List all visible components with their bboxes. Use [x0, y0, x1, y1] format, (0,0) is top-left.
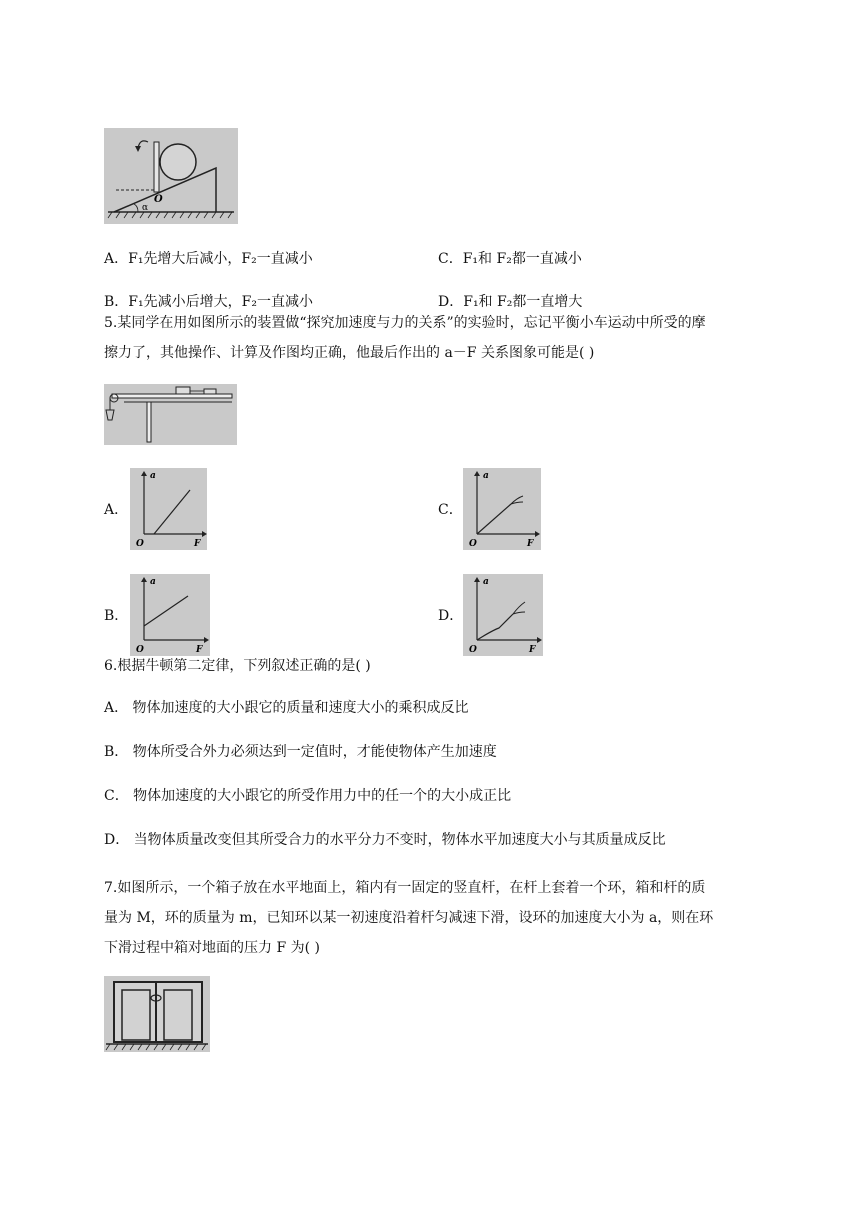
graph-c-origin: O — [469, 539, 477, 549]
q7-stem-line3: 下滑过程中箱对地面的压力 F 为( ) — [104, 940, 320, 956]
point-o-label: O — [154, 194, 163, 205]
graph-b — [130, 574, 210, 656]
q6-option-a: A． 物体加速度的大小跟它的质量和速度大小的乘积成反比 — [104, 700, 469, 716]
q7-stem-line2: 量为 M，环的质量为 m，已知环以某一初速度沿着杆匀减速下滑，设环的加速度大小为 a，则在环 — [104, 910, 714, 926]
q5-option-b-letter: B． — [104, 608, 129, 624]
graph-a-ylabel: a — [150, 471, 156, 481]
q7-box-figure — [104, 976, 210, 1052]
graph-a-xlabel: F — [194, 539, 201, 549]
q6-stem: 6.根据牛顿第二定律，下列叙述正确的是( ) — [104, 658, 371, 674]
q6-option-c: C． 物体加速度的大小跟它的所受作用力中的任一个的大小成正比 — [104, 788, 512, 804]
q5-option-d-letter: D． — [438, 608, 464, 624]
graph-d-xlabel: F — [529, 645, 536, 655]
q5-apparatus-figure — [104, 384, 237, 445]
q6-option-d: D． 当物体质量改变但其所受合力的水平分力不变时，物体水平加速度大小与其质量成反比 — [104, 832, 666, 848]
q7-stem-line1: 7.如图所示，一个箱子放在水平地面上，箱内有一固定的竖直杆，在杆上套着一个环，箱和杆的质 — [104, 880, 706, 896]
graph-d — [463, 574, 543, 656]
q4-option-a: A．F₁先增大后减小，F₂一直减小 — [104, 251, 313, 267]
graph-b-ylabel: a — [150, 577, 156, 587]
graph-c-ylabel: a — [483, 471, 489, 481]
q4-option-d: D．F₁和 F₂都一直增大 — [438, 294, 583, 310]
q4-option-b: B．F₁先减小后增大，F₂一直减小 — [104, 294, 313, 310]
alpha-label: α — [142, 203, 149, 213]
graph-d-ylabel: a — [483, 577, 489, 587]
q5-option-a-letter: A． — [104, 502, 129, 518]
graph-b-xlabel: F — [196, 645, 203, 655]
graph-c-xlabel: F — [527, 539, 534, 549]
graph-a-origin: O — [136, 539, 144, 549]
q6-option-b: B． 物体所受合外力必须达到一定值时，才能使物体产生加速度 — [104, 744, 497, 760]
q4-incline-figure — [104, 128, 238, 224]
q5-stem-line2: 擦力了，其他操作、计算及作图均正确，他最后作出的 a－F 关系图象可能是( ) — [104, 345, 595, 361]
graph-d-origin: O — [469, 645, 477, 655]
q5-stem-line1: 5.某同学在用如图所示的装置做“探究加速度与力的关系”的实验时，忘记平衡小车运动中所受的摩 — [104, 315, 706, 331]
graph-c — [463, 468, 541, 550]
q4-option-c: C．F₁和 F₂都一直减小 — [438, 251, 582, 267]
q5-option-c-letter: C． — [438, 502, 463, 518]
graph-a — [130, 468, 207, 550]
graph-b-origin: O — [136, 645, 144, 655]
